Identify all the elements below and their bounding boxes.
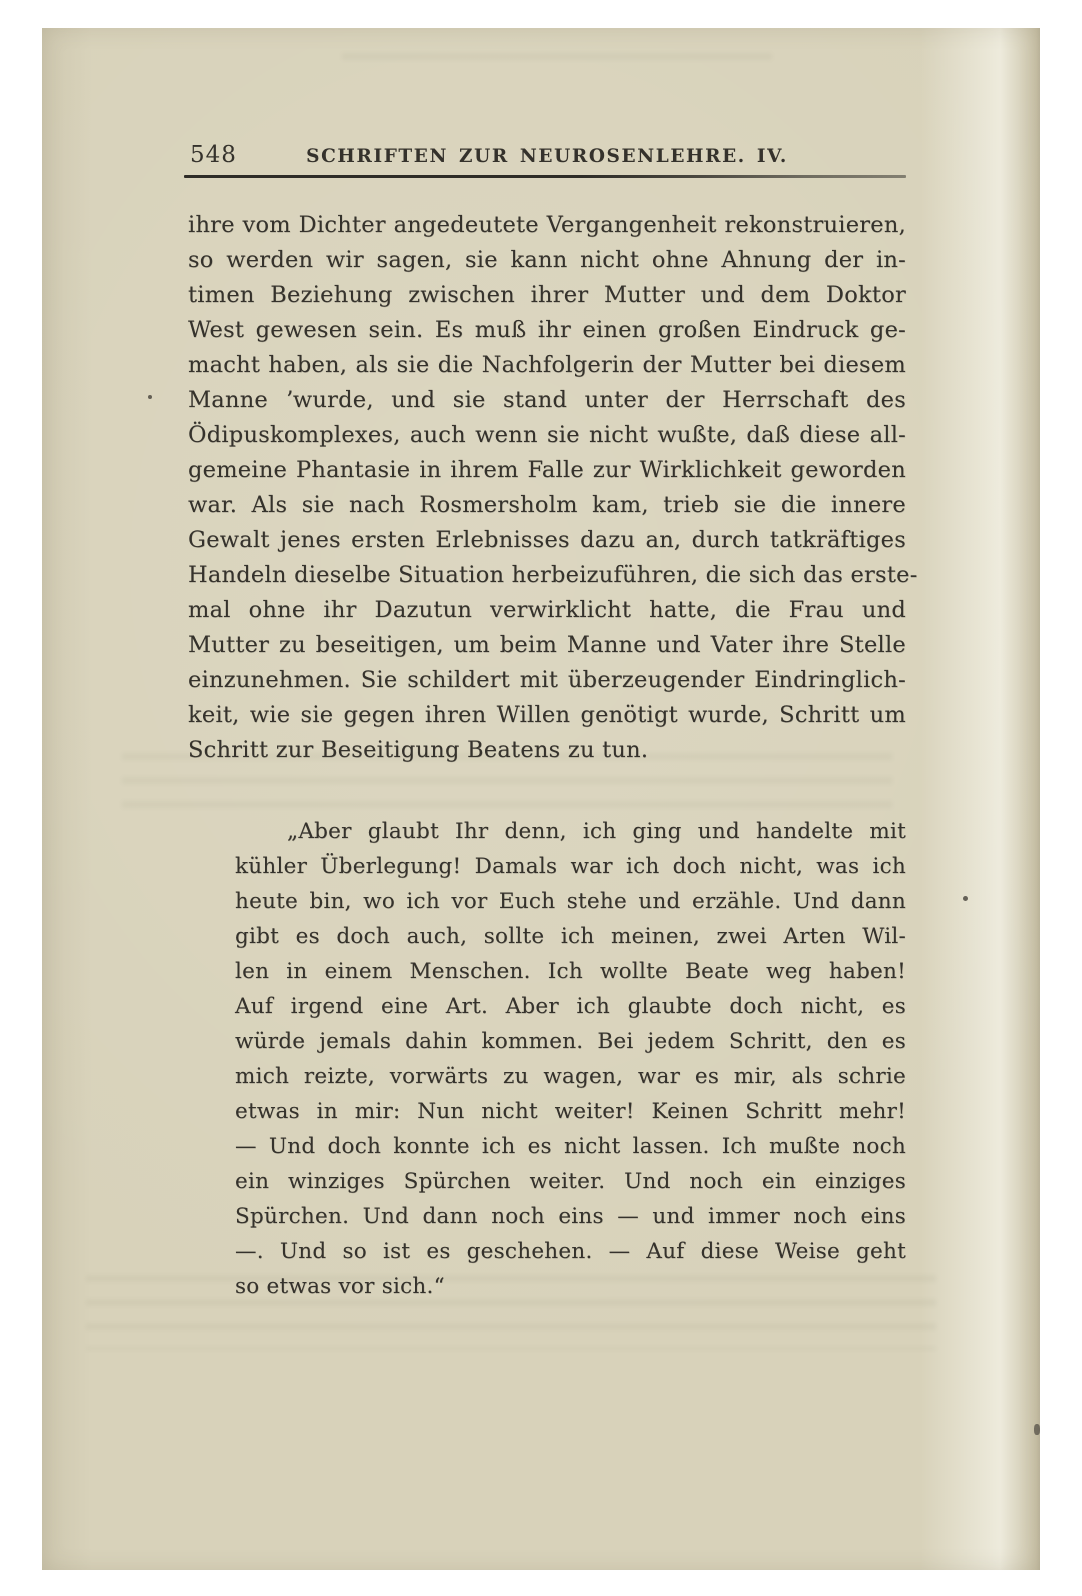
text-line: gemeine Phantasie in ihrem Falle zur Wirklichkeit geworden <box>188 457 906 483</box>
text-line: Auf irgend eine Art. Aber ich glaubte doch nicht, es <box>235 994 906 1019</box>
text-line: gibt es doch auch, sollte ich meinen, zwei Arten Wil- <box>235 924 906 949</box>
text-line: würde jemals dahin kommen. Bei jedem Schritt, den es <box>235 1029 906 1054</box>
bleed-through-artifact <box>342 44 772 72</box>
header-rule <box>184 175 906 178</box>
text-line: heute bin, wo ich vor Euch stehe und erzähle. Und dann <box>235 889 906 914</box>
text-line: Ödipuskomplexes, auch wenn sie nicht wußte, daß diese all- <box>188 422 906 448</box>
text-line: —. Und so ist es geschehen. — Auf diese Weise geht <box>235 1239 906 1264</box>
ink-speck <box>1034 1424 1040 1435</box>
running-head-title: SCHRIFTEN ZUR NEUROSENLEHRE. IV. <box>306 146 788 167</box>
text-line: timen Beziehung zwischen ihrer Mutter und dem Doktor <box>188 282 906 308</box>
text-line: Gewalt jenes ersten Erlebnisses dazu an, durch tatkräftiges <box>188 527 906 553</box>
text-line: so etwas vor sich.“ <box>235 1274 445 1299</box>
text-line: einzunehmen. Sie schildert mit überzeugender Eindringlich- <box>188 667 906 693</box>
text-line: Mutter zu beseitigen, um beim Manne und Vater ihre Stelle <box>188 632 906 658</box>
text-line: Schritt zur Beseitigung Beatens zu tun. <box>188 737 649 763</box>
text-line: kühler Überlegung! Damals war ich doch nicht, was ich <box>235 854 906 879</box>
ink-speck <box>963 896 968 901</box>
text-line: ihre vom Dichter angedeutete Vergangenheit rekonstruieren, <box>188 212 906 238</box>
book-page-paper <box>42 28 1040 1570</box>
text-line: macht haben, als sie die Nachfolgerin der Mutter bei diesem <box>188 352 906 378</box>
text-line: len in einem Menschen. Ich wollte Beate weg haben! <box>235 959 906 984</box>
text-line: — Und doch konnte ich es nicht lassen. Ich mußte noch <box>235 1134 906 1159</box>
page-header <box>188 140 906 172</box>
text-line: Spürchen. Und dann noch eins — und immer noch eins <box>235 1204 906 1229</box>
text-line: war. Als sie nach Rosmersholm kam, trieb sie die innere <box>188 492 906 518</box>
body-paragraph <box>188 208 918 768</box>
text-line: ein winziges Spürchen weiter. Und noch ein einziges <box>235 1169 906 1194</box>
text-line: Manne ʼwurde, und sie stand unter der Herrschaft des <box>188 387 906 413</box>
text-line: mal ohne ihr Dazutun verwirklicht hatte, die Frau und <box>188 597 906 623</box>
page-number: 548 <box>190 142 237 168</box>
text-line: so werden wir sagen, sie kann nicht ohne Ahnung der in- <box>188 247 906 273</box>
text-line: etwas in mir: Nun nicht weiter! Keinen Schritt mehr! <box>235 1099 906 1124</box>
text-line: „Aber glaubt Ihr denn, ich ging und handelte mit <box>287 819 906 844</box>
text-line: mich reizte, vorwärts zu wagen, war es mir, als schrie <box>235 1064 906 1089</box>
block-quote <box>235 814 906 1304</box>
text-line: Handeln dieselbe Situation herbeizuführen, die sich das erste- <box>188 562 918 588</box>
text-line: keit, wie sie gegen ihren Willen genötigt wurde, Schritt um <box>188 702 906 728</box>
ink-speck <box>148 395 152 399</box>
text-line: West gewesen sein. Es muß ihr einen großen Eindruck ge- <box>188 317 906 343</box>
